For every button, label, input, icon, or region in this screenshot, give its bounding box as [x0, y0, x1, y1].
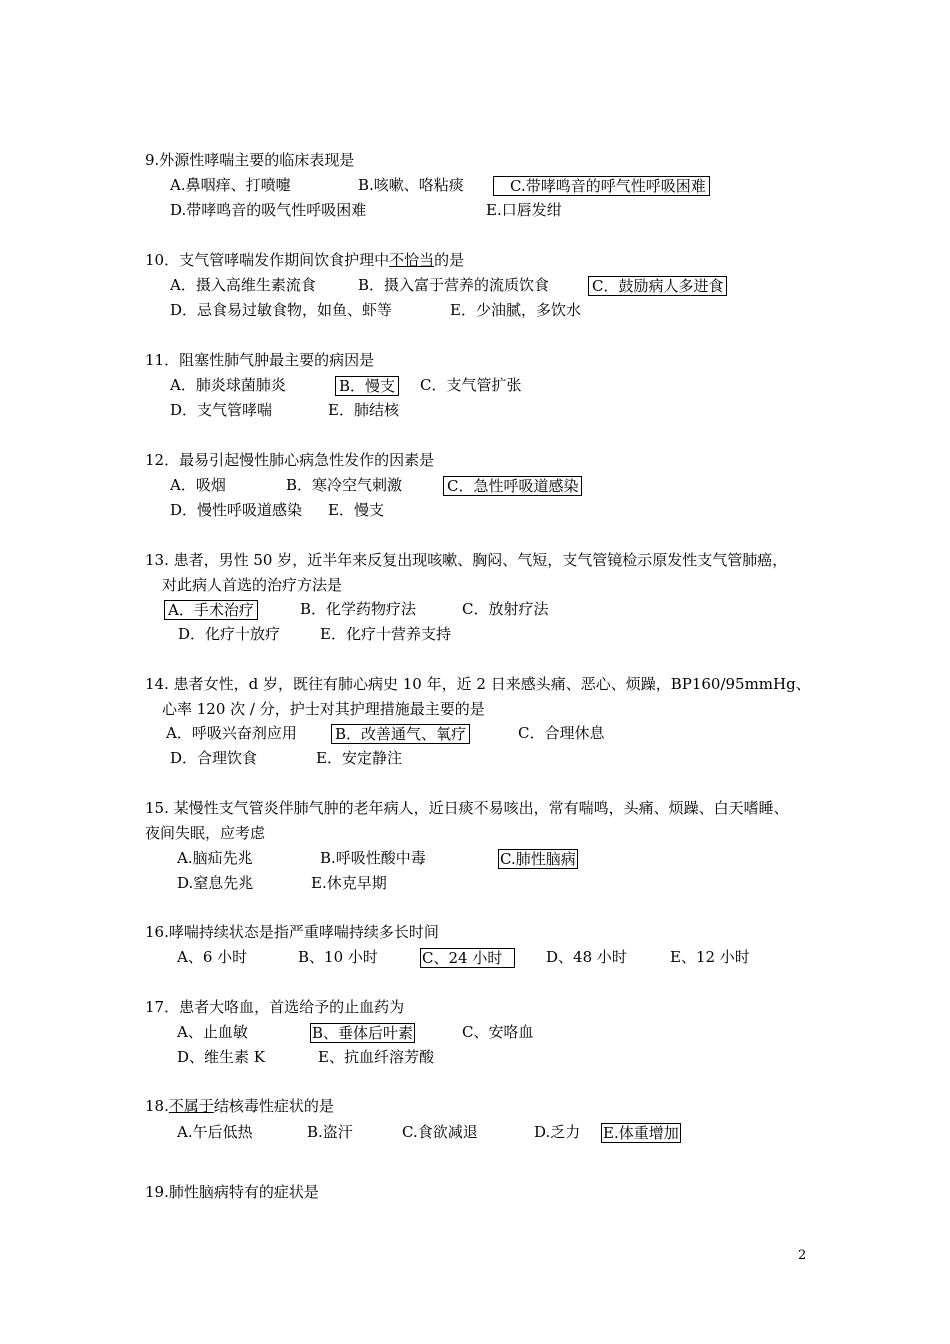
q17-option-d: D、维生素 K	[177, 1048, 266, 1066]
q11-option-e: E．肺结核	[328, 401, 399, 419]
q11-option-b-answer: B．慢支	[335, 376, 399, 396]
q9-option-a: A.鼻咽痒、打喷嚏	[170, 176, 291, 194]
q11-option-a: A．肺炎球菌肺炎	[170, 376, 286, 394]
question-9-stem: 9.外源性哮喘主要的临床表现是	[145, 151, 355, 169]
q9-option-d: D.带哮鸣音的吸气性呼吸困难	[170, 201, 367, 219]
q12-option-d: D．慢性呼吸道感染	[170, 501, 303, 519]
q10-option-b: B．摄入富于营养的流质饮食	[358, 276, 550, 294]
q18-option-a: A.午后低热	[177, 1123, 253, 1141]
question-12-stem: 12．最易引起慢性肺心病急性发作的因素是	[145, 451, 435, 469]
q10-option-a: A．摄入高维生素流食	[170, 276, 316, 294]
q14-option-c: C．合理休息	[518, 724, 605, 742]
q18-option-d: D.乏力	[534, 1123, 581, 1141]
q12-option-b: B．寒冷空气刺激	[286, 476, 403, 494]
q18-stem-underlined: 不属于	[168, 1097, 214, 1115]
question-19-stem: 19.肺性脑病特有的症状是	[145, 1183, 319, 1201]
q12-option-e: E．慢支	[328, 501, 384, 519]
question-16-stem: 16.哮喘持续状态是指严重哮喘持续多长时间	[145, 923, 439, 941]
question-14-stem-line1: 14. 患者女性，d 岁，既往有肺心病史 10 年，近 2 日来感头痛、恶心、烦躁，BP160/95mmHg、	[145, 675, 811, 693]
q13-option-d: D．化疗十放疗	[178, 625, 281, 643]
question-14-stem-line2: 心率 120 次 / 分，护士对其护理措施最主要的是	[162, 700, 485, 718]
q10-stem-underlined: 不恰当	[389, 251, 435, 269]
q15-option-b: B.呼吸性酸中毒	[320, 849, 426, 867]
q17-option-e: E、抗血纤溶芳酸	[318, 1048, 434, 1066]
q17-option-a: A、止血敏	[177, 1023, 248, 1041]
question-17-stem: 17．患者大咯血，首选给予的止血药为	[145, 998, 405, 1016]
q10-option-e: E．少油腻，多饮水	[450, 301, 581, 319]
q18-option-c: C.食欲减退	[402, 1123, 478, 1141]
q18-stem-number: 18.	[145, 1097, 169, 1115]
q15-option-e: E.休克早期	[311, 874, 387, 892]
q12-option-c-answer: C．急性呼吸道感染	[443, 476, 582, 496]
q15-option-c-answer: C.肺性脑病	[500, 850, 576, 868]
q16-option-c-answer: C、24 小时	[420, 948, 515, 968]
q10-option-d: D．忌食易过敏食物，如鱼、虾等	[170, 301, 393, 319]
q12-option-a: A．吸烟	[170, 476, 226, 494]
q18-option-b: B.盗汗	[307, 1123, 353, 1141]
question-11-stem: 11．阻塞性肺气肿最主要的病因是	[145, 351, 375, 369]
q10-stem-part3: 的是	[434, 251, 465, 269]
q13-option-e: E．化疗十营养支持	[320, 625, 451, 643]
q16-option-d: D、48 小时	[546, 948, 627, 966]
question-18-stem	[145, 1096, 334, 1116]
question-13-stem-line1: 13. 患者，男性 50 岁，近半年来反复出现咳嗽、胸闷、气短，支气管镜检示原发性支气管肺癌，	[145, 551, 788, 569]
page-number: 2	[798, 1248, 807, 1263]
q9-option-b: B.咳嗽、咯粘痰	[358, 176, 464, 194]
q10-stem-part1: 10．支气管哮喘发作期间饮食护理中	[145, 251, 390, 269]
q14-option-e: E．安定静注	[316, 749, 402, 767]
q16-option-b: B、10 小时	[298, 948, 378, 966]
q13-option-c: C．放射疗法	[462, 600, 549, 618]
question-15-stem-line1: 15. 某慢性支气管炎伴肺气肿的老年病人，近日痰不易咳出，常有喘鸣，头痛、烦躁、白天嗜睡、	[145, 799, 789, 817]
q10-option-c-answer: C．鼓励病人多进食	[588, 276, 727, 296]
q15-option-d: D.窒息先兆	[177, 874, 254, 892]
q11-option-d: D．支气管哮喘	[170, 401, 273, 419]
question-13-stem-line2: 对此病人首选的治疗方法是	[162, 576, 343, 594]
question-15-stem-line2: 夜间失眠，应考虑	[145, 824, 266, 842]
q9-option-c-answer: C.带哮鸣音的呼气性呼吸困难	[493, 176, 710, 196]
q13-option-b: B．化学药物疗法	[300, 600, 417, 618]
q13-option-a-answer: A．手术治疗	[164, 600, 258, 620]
q11-option-c: C．支气管扩张	[420, 376, 522, 394]
q15-option-a: A.脑疝先兆	[177, 849, 253, 867]
q14-option-d: D．合理饮食	[170, 749, 258, 767]
q18-stem-rest: 结核毒性症状的是	[213, 1097, 334, 1115]
question-10-stem	[145, 250, 464, 270]
q9-option-e: E.口唇发绀	[486, 201, 562, 219]
q14-option-b-answer: B．改善通气、氧疗	[331, 724, 470, 744]
q18-option-e-answer: E.体重增加	[603, 1124, 679, 1142]
q17-option-c: C、安咯血	[462, 1023, 534, 1041]
q17-option-b-answer: B、垂体后叶素	[312, 1024, 414, 1042]
q16-option-a: A、6 小时	[177, 948, 248, 966]
q16-option-e: E、12 小时	[670, 948, 750, 966]
q14-option-a: A．呼吸兴奋剂应用	[166, 724, 297, 742]
